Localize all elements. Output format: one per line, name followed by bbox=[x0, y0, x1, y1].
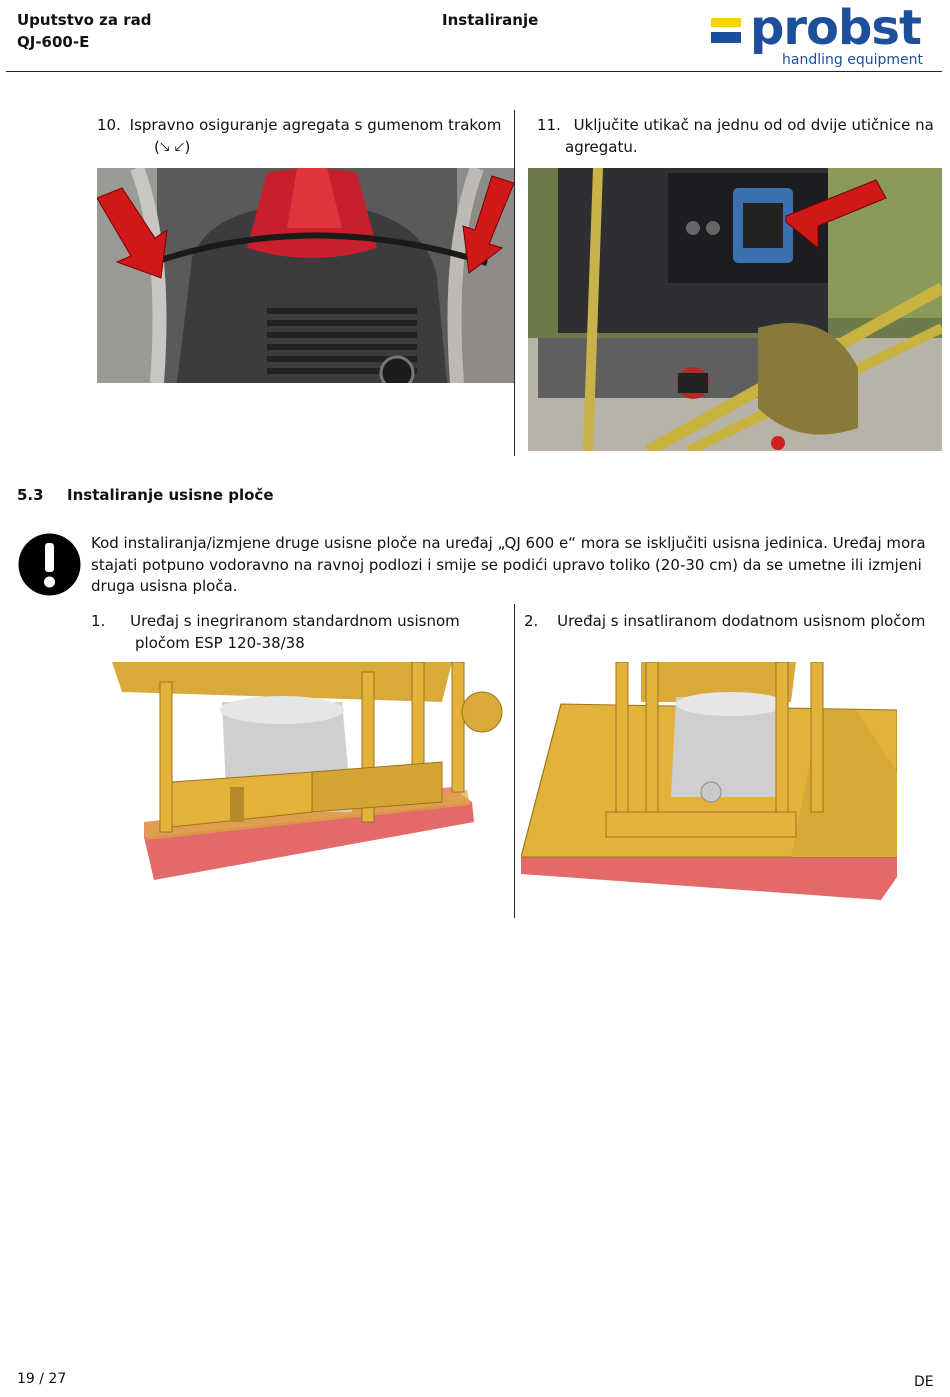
step-text-cont: pločom ESP 120-38/38 bbox=[135, 634, 305, 652]
warning-text: Kod instaliranja/izmjene druge usisne ploče na uređaj „QJ 600 e“ mora se isključiti usisna jedinica. Uređaj mora stajati potpuno vodoravno na ravnoj podlozi i smije se podići upravo toliko (20-30 cm) da se umetne ili izmjeni druga usisna ploča. bbox=[91, 534, 926, 595]
header-left bbox=[17, 9, 152, 53]
step-10 bbox=[97, 114, 507, 158]
step-number: 10. bbox=[97, 116, 121, 134]
standard-plate-drawing bbox=[112, 662, 507, 884]
column-divider-top bbox=[514, 110, 515, 456]
step-text: Uključite utikač na jednu od od dvije utičnice na bbox=[573, 116, 934, 134]
additional-plate-drawing bbox=[521, 662, 897, 900]
language-code: DE bbox=[914, 1374, 934, 1390]
exclamation-icon bbox=[18, 533, 81, 596]
page-number: 19 / 27 bbox=[17, 1371, 67, 1387]
step-text: Uređaj s inegriranom standardnom usisnom bbox=[130, 612, 460, 630]
generator-strap-photo bbox=[97, 168, 514, 383]
step-11 bbox=[537, 114, 942, 158]
step-text: Uređaj s insatliranom dodatnom usisnom pločom bbox=[557, 612, 926, 630]
step-text: Ispravno osiguranje agregata s gumenom trakom bbox=[129, 116, 502, 134]
probst-logo bbox=[706, 0, 938, 72]
step-text-cont: agregatu. bbox=[565, 138, 638, 156]
step-2 bbox=[524, 610, 942, 632]
doc-title: Uputstvo za rad bbox=[17, 11, 152, 29]
logo-tagline: handling equipment bbox=[782, 52, 923, 68]
step-number: 2. bbox=[524, 612, 539, 630]
arrow-symbols: (🡖 🡗) bbox=[154, 138, 191, 156]
step-number: 11. bbox=[537, 116, 561, 134]
column-divider-bottom bbox=[514, 604, 515, 918]
step-number: 1. bbox=[91, 612, 106, 630]
header-section: Instaliranje bbox=[442, 11, 539, 29]
model-name: QJ-600-E bbox=[17, 33, 90, 51]
logo-wordmark: probst bbox=[750, 0, 921, 56]
section-title: Instaliranje usisne ploče bbox=[67, 486, 274, 504]
generator-socket-photo bbox=[528, 168, 942, 451]
header-rule bbox=[6, 71, 942, 72]
step-1 bbox=[91, 610, 506, 654]
section-number: 5.3 bbox=[17, 486, 44, 504]
